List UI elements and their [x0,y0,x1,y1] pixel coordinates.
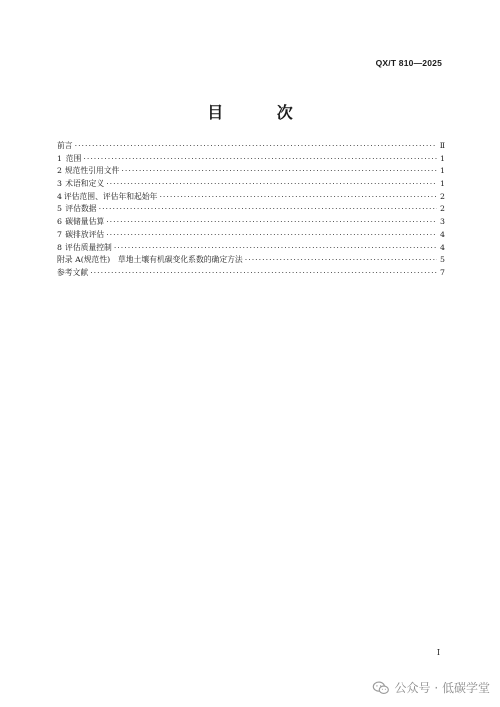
toc-entry-scope[interactable] [57,153,445,166]
toc-entry-page: 2 [440,191,445,201]
toc-entry-page: 1 [440,179,445,189]
wechat-logo-icon [372,681,390,695]
toc-entry-label: 碳储量估算 [65,217,105,227]
toc-entry-label: 前言 [57,141,73,150]
toc-leader-dots [106,216,437,229]
toc-leader-dots [106,229,437,242]
toc-leader-dots [245,254,437,267]
toc-entry-number: 2 [57,166,62,176]
toc-leader-dots [99,203,437,216]
toc-entry-page: 7 [440,267,445,277]
toc-leader-dots [106,178,437,191]
toc-entry-number: 4 [57,191,62,201]
toc-entry-number: 3 [57,179,62,189]
toc-leader-dots [159,191,437,204]
toc-entry-bibliography[interactable] [57,267,445,280]
toc-entry-page: 4 [440,229,445,239]
watermark [372,679,490,696]
toc-entry-number: 5 [57,204,62,214]
toc-entry-label: 范围 [65,153,82,163]
toc-entry-assessment-scope[interactable] [57,191,445,204]
toc-entry-label: 评估范围、评估年和起始年 [63,191,158,201]
watermark-text: 公众号 · 低碳学堂 [394,681,490,695]
toc-entry-number: 8 [57,242,62,252]
toc-entry-carbon-stock[interactable] [57,216,445,229]
toc-leader-dots [75,140,437,153]
toc-entry-number: 7 [57,229,62,239]
toc-entry-label: 附录 A(规范性) 草地土壤有机碳变化系数的确定方法 [57,255,243,265]
toc-entry-carbon-emission[interactable] [57,229,445,242]
toc-entry-foreword[interactable] [57,140,445,153]
toc-entry-page: 1 [440,153,445,163]
toc-leader-dots [83,153,437,166]
toc-entry-page: Ⅱ [439,141,445,150]
toc-leader-dots [114,242,437,255]
toc-leader-dots [121,165,437,178]
toc-title: 目 次 [207,103,317,122]
toc-entry-page: 4 [440,242,445,252]
toc-entry-label: 评估数据 [65,204,97,214]
toc-entry-label: 术语和定义 [65,179,105,189]
toc-entry-number: 1 [57,153,62,163]
toc-entry-normative-references[interactable] [57,165,445,178]
toc-entry-label: 规范性引用文件 [64,166,120,176]
toc-entry-number: 6 [57,217,62,227]
toc-entry-appendix-a[interactable] [57,254,445,267]
toc-entry-page: 3 [440,217,445,227]
toc-leader-dots [90,267,437,280]
toc-entry-assessment-data[interactable] [57,203,445,216]
toc-entry-label: 参考文献 [57,267,89,277]
toc-entry-label: 碳排放评估 [65,229,105,239]
page-number: I [436,648,440,657]
table-of-contents [57,140,445,280]
toc-entry-terms-definitions[interactable] [57,178,445,191]
toc-entry-page: 5 [440,255,445,265]
toc-entry-label: 评估质量控制 [65,242,112,252]
standard-code: QX/T 810—2025 [375,58,442,68]
toc-entry-page: 1 [440,166,445,176]
toc-entry-quality-control[interactable] [57,242,445,255]
toc-entry-page: 2 [440,204,445,214]
